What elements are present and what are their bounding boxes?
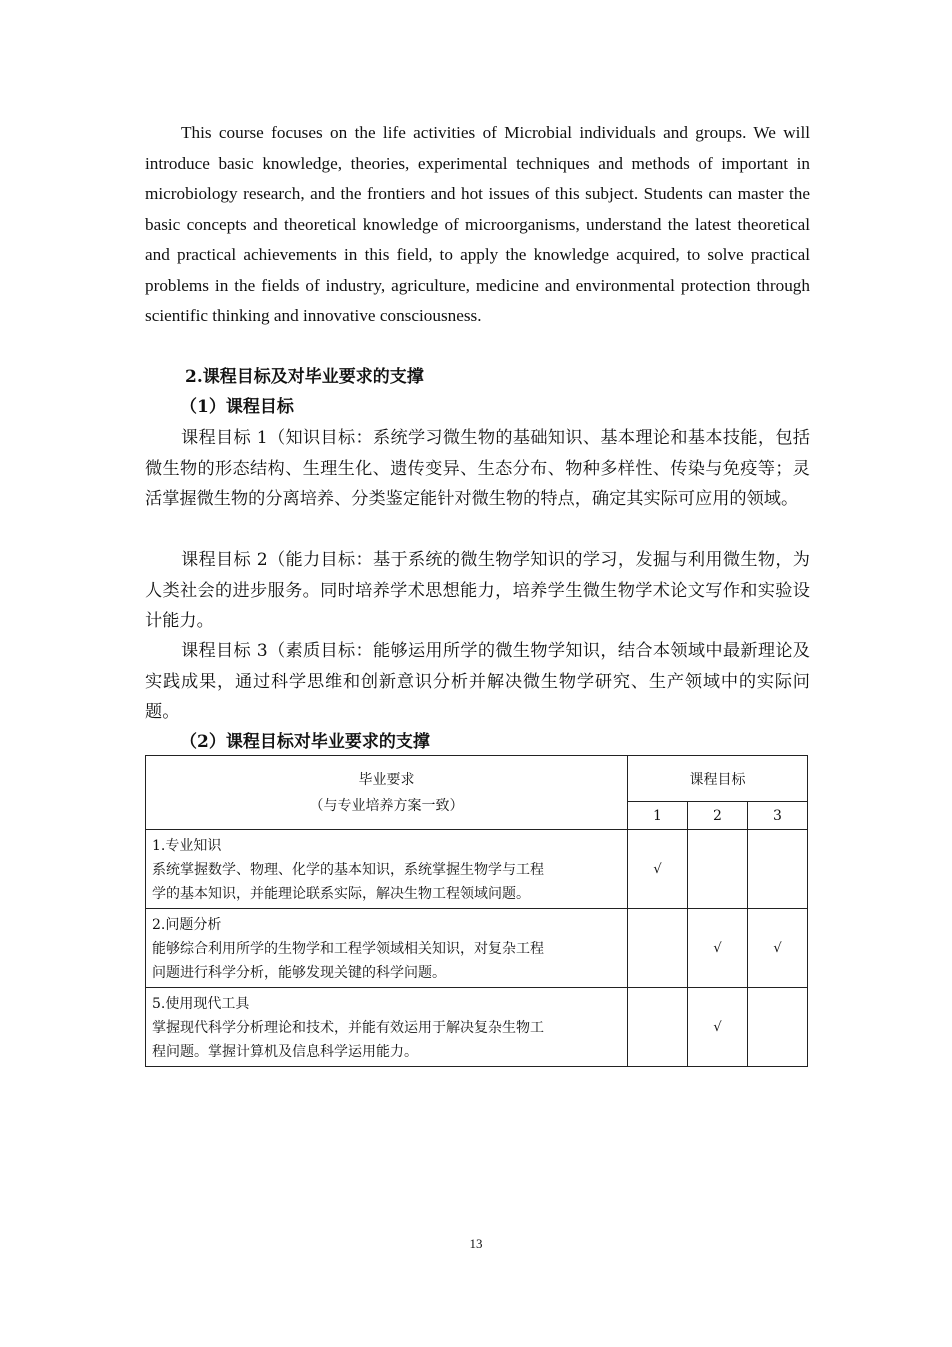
support-mark [688, 830, 748, 909]
header-goal-number: 2 [688, 802, 748, 830]
support-mark: √ [748, 909, 808, 988]
header-goal-number: 1 [628, 802, 688, 830]
requirement-description: 程问题。掌握计算机及信息科学运用能力。 [152, 1044, 418, 1060]
support-mark: √ [688, 909, 748, 988]
table-row [146, 909, 808, 988]
header-goal-number: 3 [748, 802, 808, 830]
support-mark [748, 830, 808, 909]
requirement-description: 学的基本知识，并能理论联系实际，解决生物工程领域问题。 [152, 886, 530, 902]
support-mark [628, 988, 688, 1067]
header-course-goal: 课程目标 [628, 756, 808, 802]
section-title: 2.课程目标及对毕业要求的支撑 [185, 367, 424, 387]
requirement-description: 问题进行科学分析，能够发现关键的科学问题。 [152, 965, 446, 981]
requirement-cell [146, 830, 628, 909]
subsection-course-goals: （1）课程目标 [180, 397, 294, 417]
header-graduation-requirement: 毕业要求 （与专业培养方案一致） [146, 756, 628, 830]
requirement-title: 1.专业知识 [152, 838, 222, 854]
requirement-description: 掌握现代科学分析理论和技术，并能有效运用于解决复杂生物工 [152, 1020, 544, 1036]
support-mark: √ [628, 830, 688, 909]
requirements-table [145, 755, 808, 1067]
course-goal-2: 课程目标 2（能力目标：基于系统的微生物学知识的学习，发掘与利用微生物，为人类社会的进步服务。同时培养学术思想能力，培养学生微生物学术论文写作和实验设计能力。 [145, 550, 810, 631]
requirement-description: 系统掌握数学、物理、化学的基本知识，系统掌握生物学与工程 [152, 862, 544, 878]
support-mark: √ [688, 988, 748, 1067]
requirement-cell [146, 988, 628, 1067]
requirement-title: 5.使用现代工具 [152, 996, 250, 1012]
course-goal-3: 课程目标 3（素质目标：能够运用所学的微生物学知识，结合本领域中最新理论及实践成果，通过科学思维和创新意识分析并解决微生物学研究、生产领域中的实际问题。 [145, 641, 810, 722]
support-mark [748, 988, 808, 1067]
table-row [146, 830, 808, 909]
subsection-goal-support: （2）课程目标对毕业要求的支撑 [180, 732, 430, 752]
support-mark [628, 909, 688, 988]
requirement-description: 能够综合利用所学的生物学和工程学领域相关知识，对复杂工程 [152, 941, 544, 957]
course-goal-1: 课程目标 1（知识目标：系统学习微生物的基础知识、基本理论和基本技能，包括微生物的形态结构、生理生化、遗传变异、生态分布、物种多样性、传染与免疫等；灵活掌握微生物的分离培养、分类鉴定能针对微生物的特点，确定其实际可应用的领域。 [145, 428, 810, 509]
requirement-cell [146, 909, 628, 988]
english-summary-paragraph [145, 118, 810, 332]
requirement-title: 2.问题分析 [152, 917, 222, 933]
english-summary-text: This course focuses on the life activities of Microbial individuals and groups. We will introduce basic knowledge, theories, experimental techniques and methods of important in microbiology research, and the frontiers and hot issues of this subject. Students can master the basic concepts and theoretical knowledge of microorganisms, understand the latest theoretical and practical achievements in this field, to apply the knowledge acquired, to solve practical problems in the fields of industry, agriculture, medicine and environmental protection through scientific thinking and innovative consciousness. [145, 123, 810, 325]
table-row [146, 988, 808, 1067]
page-number: 13 [469, 1236, 483, 1251]
